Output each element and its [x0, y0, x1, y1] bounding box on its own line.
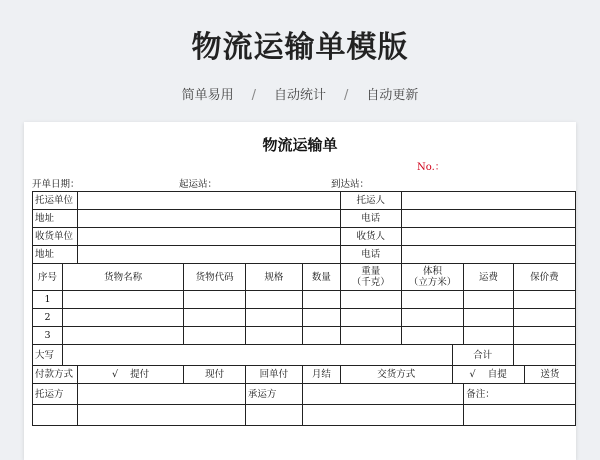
payment-option-cash[interactable]: 现付 — [184, 366, 246, 384]
receiver-unit-label: 收货单位 — [33, 228, 78, 246]
col-freight: 运费 — [464, 264, 513, 291]
goods-row — [33, 327, 576, 345]
blank-cell[interactable] — [302, 405, 464, 426]
col-qty: 数量 — [302, 264, 340, 291]
shipper-person-field[interactable] — [401, 192, 575, 210]
shipper-phone-label: 电话 — [340, 210, 401, 228]
shipper-unit-row — [33, 192, 576, 210]
shipper-person-label: 托运人 — [340, 192, 401, 210]
insurance-cell[interactable] — [513, 327, 575, 345]
receiver-phone-label: 电话 — [340, 246, 401, 264]
shipper-unit-label: 托运单位 — [33, 192, 78, 210]
col-goods-code: 货物代码 — [184, 264, 246, 291]
shipper-address-field[interactable] — [77, 210, 340, 228]
spec-cell[interactable] — [245, 309, 302, 327]
blank-cell[interactable] — [77, 405, 245, 426]
receiver-person-label: 收货人 — [340, 228, 401, 246]
payment-option-collect[interactable] — [77, 366, 184, 384]
qty-cell[interactable] — [302, 291, 340, 309]
delivery-option-pickup[interactable] — [452, 366, 524, 384]
col-spec: 规格 — [245, 264, 302, 291]
insurance-cell[interactable] — [513, 291, 575, 309]
col-insurance: 保价费 — [513, 264, 575, 291]
receiver-address-row — [33, 246, 576, 264]
goods-code-cell[interactable] — [184, 309, 246, 327]
volume-cell[interactable] — [401, 291, 464, 309]
origin-station-label: 起运站： — [179, 179, 218, 190]
total-label: 合计 — [452, 345, 513, 366]
separator: / — [251, 88, 256, 103]
payment-row — [33, 366, 576, 384]
goods-code-cell[interactable] — [184, 291, 246, 309]
receiver-unit-field[interactable] — [77, 228, 340, 246]
remark-label: 备注： — [464, 384, 576, 405]
form-title: 物流运输单 — [262, 136, 338, 154]
feature-auto-stats: 自动统计 — [273, 88, 326, 103]
capital-total-row — [33, 345, 576, 366]
date-label: 开单日期： — [32, 179, 80, 190]
col-volume-line2: （立方米） — [408, 277, 457, 288]
goods-header-row — [33, 264, 576, 291]
total-amount-field[interactable] — [513, 345, 575, 366]
check-mark: √ — [469, 369, 476, 380]
signature-row-2 — [33, 405, 576, 426]
feature-auto-update: 自动更新 — [366, 88, 419, 103]
goods-name-cell[interactable] — [62, 309, 183, 327]
form-number-label: No.： — [417, 162, 445, 173]
receiver-unit-row — [33, 228, 576, 246]
col-volume — [401, 264, 464, 291]
shipper-sign-label: 托运方 — [33, 384, 78, 405]
payment-method-label: 付款方式 — [33, 366, 78, 384]
feature-list — [0, 84, 600, 103]
form-sheet — [24, 122, 576, 460]
goods-row — [33, 309, 576, 327]
insurance-cell[interactable] — [513, 309, 575, 327]
goods-name-cell[interactable] — [62, 291, 183, 309]
blank-cell[interactable] — [245, 405, 302, 426]
qty-cell[interactable] — [302, 327, 340, 345]
waybill-table — [32, 191, 576, 426]
payment-option-receipt[interactable]: 回单付 — [245, 366, 302, 384]
weight-cell[interactable] — [340, 327, 401, 345]
delivery-option-pickup-label: 自提 — [487, 369, 507, 380]
row-number: 1 — [33, 291, 63, 309]
row-number: 2 — [33, 309, 63, 327]
spec-cell[interactable] — [245, 327, 302, 345]
capital-label: 大写 — [33, 345, 63, 366]
receiver-address-field[interactable] — [77, 246, 340, 264]
col-weight-line1: 重量 — [361, 266, 381, 277]
freight-cell[interactable] — [464, 327, 513, 345]
page-title: 物流运输单模版 — [191, 30, 409, 65]
col-weight-line2: （千克） — [351, 277, 390, 288]
destination-station-label: 到达站： — [331, 179, 370, 190]
receiver-address-label: 地址 — [33, 246, 78, 264]
volume-cell[interactable] — [401, 327, 464, 345]
delivery-method-label: 交货方式 — [340, 366, 452, 384]
shipper-address-label: 地址 — [33, 210, 78, 228]
payment-option-collect-label: 提付 — [130, 369, 150, 380]
receiver-phone-field[interactable] — [401, 246, 575, 264]
signature-row — [33, 384, 576, 405]
receiver-person-field[interactable] — [401, 228, 575, 246]
goods-row — [33, 291, 576, 309]
payment-option-monthly[interactable]: 月结 — [302, 366, 340, 384]
blank-cell[interactable] — [33, 405, 78, 426]
check-mark: √ — [111, 369, 118, 380]
shipper-phone-field[interactable] — [401, 210, 575, 228]
qty-cell[interactable] — [302, 309, 340, 327]
feature-easy: 简单易用 — [181, 88, 234, 103]
weight-cell[interactable] — [340, 291, 401, 309]
col-goods-name: 货物名称 — [62, 264, 183, 291]
col-seq: 序号 — [33, 264, 63, 291]
carrier-sign-label: 承运方 — [245, 384, 302, 405]
weight-cell[interactable] — [340, 309, 401, 327]
goods-name-cell[interactable] — [62, 327, 183, 345]
goods-code-cell[interactable] — [184, 327, 246, 345]
shipper-address-row — [33, 210, 576, 228]
separator: / — [344, 88, 349, 103]
col-volume-line1: 体积 — [422, 266, 442, 277]
freight-cell[interactable] — [464, 309, 513, 327]
carrier-sign-field[interactable] — [302, 384, 464, 405]
row-number: 3 — [33, 327, 63, 345]
volume-cell[interactable] — [401, 309, 464, 327]
shipper-unit-field[interactable] — [77, 192, 340, 210]
shipper-sign-field[interactable] — [77, 384, 245, 405]
blank-cell[interactable] — [464, 405, 576, 426]
delivery-option-delivery[interactable]: 送货 — [524, 366, 575, 384]
spec-cell[interactable] — [245, 291, 302, 309]
freight-cell[interactable] — [464, 291, 513, 309]
col-weight — [340, 264, 401, 291]
capital-amount-field[interactable] — [62, 345, 452, 366]
